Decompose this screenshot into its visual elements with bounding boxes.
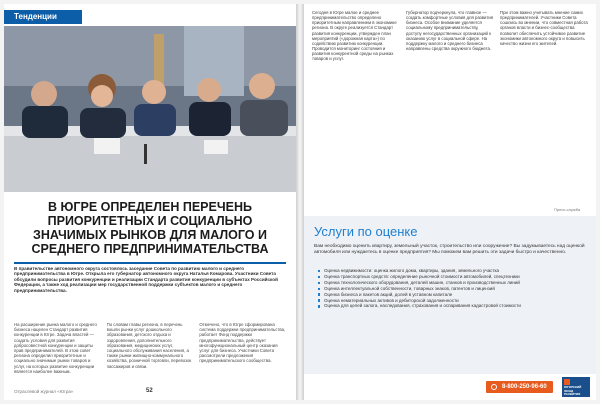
list-item: Оценка интеллектуальной собственности, товарных знаков, патентов и лицензий bbox=[318, 286, 584, 291]
meeting-photo bbox=[4, 26, 296, 192]
appraisal-advertisement bbox=[304, 216, 596, 400]
phone-icon bbox=[491, 384, 497, 390]
continuation-column-2: Губернатор подчеркнула, что главное — создать комфортные условия для развития бизнеса. Особое внимание уделяется социальному предпринимательству, доступу негосударственных организаций к оказанию услуг в социальной сфере. На поддержку малого и среднего бизнеса направлены средства окружного бюджета. bbox=[406, 10, 494, 52]
ad-footer bbox=[304, 374, 596, 400]
list-item: Оценка для целей залога, наследования, страхования и оспаривания кадастровой стоимости bbox=[318, 303, 584, 308]
list-item: Оценка технологического оборудования, деталей машин, станков и производственных линий bbox=[318, 280, 584, 285]
article-signature: Пресс-служба bbox=[554, 207, 581, 212]
article-column-1: На расширение рынка малого и среднего бизнеса нацелен Стандарт развития конкуренции в Югре. Задача властей — создать условия для развития добросовестной конкуренции и защиты прав предпринимателей. В этом совет региона определил приоритетные и социально значимые рынки товаров и услуг, на которых развитие конкуренции является наиболее важным. bbox=[14, 322, 97, 374]
ad-phone-number: 8-800-250-96-60 bbox=[502, 384, 547, 390]
article-columns bbox=[14, 322, 286, 384]
ad-phone-badge bbox=[486, 381, 553, 393]
page-footer bbox=[14, 388, 286, 396]
continuation-column-1: Сегодня в Югре малое и среднее предпринимательство определено приоритетным направлением в экономике региона. В округе реализуется Стандарт развития конкуренции, утвержден план мероприятий («дорожная карта») по содействию развитию конкуренции. Проводится мониторинг состояния и развития конкурентной среды на рынках товаров и услуг. bbox=[312, 10, 397, 62]
list-item: Оценка транспортных средств: определение рыночной стоимости автомобилей, спецтехники bbox=[318, 274, 584, 279]
lead-divider bbox=[14, 262, 286, 264]
article-headline: В ЮГРЕ ОПРЕДЕЛЕН ПЕРЕЧЕНЬ ПРИОРИТЕТНЫХ И СОЦИАЛЬНО ЗНАЧИМЫХ РЫНКОВ ДЛЯ МАЛОГО И СРЕДНЕГО ПРЕДПРИНИМАТЕЛЬСТВА bbox=[31, 200, 269, 256]
left-page bbox=[4, 4, 296, 400]
magazine-name: Отраслевой журнал «Югра» bbox=[14, 389, 74, 394]
fund-logo bbox=[562, 377, 590, 397]
continuation-column-3: При этом важно учитывать мнение самих предпринимателей. Участники Совета сошлись во мнении, что совместная работа органов власти и бизнес-сообщества позволит обеспечить устойчивое развитие экономики автономного округа и повысить качество жизни его жителей. bbox=[500, 10, 588, 46]
ad-title: Услуги по оценке bbox=[314, 224, 418, 239]
list-item: Оценка бизнеса и пакетов акций, долей в уставном капитале bbox=[318, 292, 584, 297]
list-item: Оценка нематериальных активов и дебиторской задолженности bbox=[318, 298, 584, 303]
ad-services-list bbox=[318, 268, 584, 309]
ad-intro: Вам необходимо оценить квартиру, земельный участок, строительство или сооружение? Вы задумываетесь над оценкой автомобиля или нуждаетесь в оценке предприятия? Мы поможем вам решить эти задачи быстро и качественно. bbox=[314, 244, 585, 255]
logo-text: ЮГОРСКИЙ ФОНД РАЗВИТИЯ bbox=[564, 385, 582, 397]
spine-gutter bbox=[296, 4, 304, 400]
page-number: 52 bbox=[146, 388, 153, 394]
right-page bbox=[304, 4, 596, 400]
article-lead: В правительстве автономного округа состоялось заседание Совета по развитию малого и среднего предпринимательства в Югре. Открыла его губернатор автономного округа Наталья Комарова. Участники Совета обсудили вопросы развития конкуренции и реализации Стандарта развития конкуренции в субъектах Российской Федерации, а также ход реализации мер государственной поддержки субъектов малого и среднего предпринимательства. bbox=[14, 266, 278, 293]
article-column-2: По словам главы региона, в перечень вошли рынки услуг дошкольного образования, детского отдыха и оздоровления, дополнительного образования, медицинских услуг, социального обслуживания населения, а также рынки жилищно-коммунального хозяйства, розничной торговли, перевозок пассажиров и связи. bbox=[106, 322, 192, 369]
article-continuation bbox=[312, 10, 588, 206]
list-item: Оценка недвижимости: оценка жилого дома, квартиры, здания, земельного участка bbox=[318, 268, 584, 273]
section-tag: Тенденции bbox=[4, 10, 82, 24]
article-column-3: Отмечено, что в Югре сформирована система поддержки предпринимательства, работает Фонд поддержки предпринимательства, действует многофункциональный центр оказания услуг для бизнеса. Участники Совета рассмотрели предложения предпринимательского сообщества. bbox=[199, 322, 286, 364]
